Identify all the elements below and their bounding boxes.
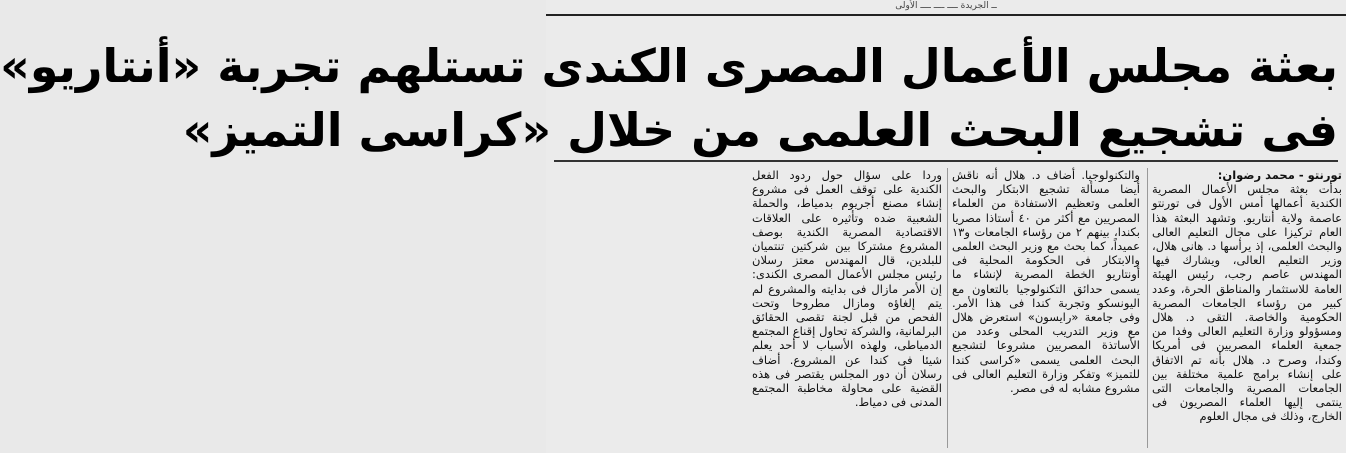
column-3-text: وردا على سؤال حول ردود الفعل الكندية على توقف العمل فى مشروع إنشاء مصنع أجريوم بدمياط، والحملة الشعبية ضده وتأثيره على العلاقات الاقتصادية المصرية الكندية بوصف المشروع مشتركا بين شركتين تنتميان للبلدين، قال المهندس معتز رسلان رئيس مجلس الأعمال المصرى الكندى: إن الأمر مازال فى بدايته والمشروع لم يتم إلغاؤه ومازال مطروحا وتحت الفحص من قبل لجنة تقصى الحقائق البرلمانية، والشركة تحاول إقناع المجتمع الدمياطى، ولهذه الأسباب لا أحد يعلم شيئا فى كندا عن المشروع. أضاف رسلان أن دور المجلس يقتصر فى هذه القضية على محاولة مخاطبة المجتمع المدنى فى دمياط.: [752, 168, 942, 410]
column-1-text: بدأت بعثة مجلس الأعمال المصرية الكندية أعمالها أمس الأول فى تورنتو عاصمة ولاية أنتاريو. وتشهد البعثة هذا العام تركيزا على مجال التعليم العالى والبحث العلمى، إذ يرأسها د. هانى هلال، وزير التعليم العالى، ويشارك فيها المهندس عاصم رجب، رئيس الهيئة العامة للاستثمار والمناطق الحرة، وعدد كبير من رؤساء الجامعات المصرية الحكومية والخاصة. التقى د. هلال ومسؤولو وزارة التعليم العالى وفدا من جمعية العلماء المصريين فى أمريكا وكندا، وصرح د. هلال بأنه تم الاتفاق على إنشاء برامج علمية مختلفة بين الجامعات المصرية والجامعات التى ينتمى إليها العلماء المصريون فى الخارج، وذلك فى مجال العلوم: [1152, 182, 1342, 424]
page-top-strip: ــ الجريدة ــــ ــــ ــــ الأولى: [546, 0, 1346, 16]
headline-line-1: بعثة مجلس الأعمال المصرى الكندى تستلهم تجربة «أنتاريو»: [0, 39, 1338, 93]
column-divider: [947, 168, 948, 448]
article-column-1: [1152, 168, 1342, 450]
article-column-2: [952, 168, 1140, 450]
column-2-text: والتكنولوجيا. أضاف د. هلال أنه ناقش أيضا مسألة تشجيع الابتكار والبحث العلمى وتعظيم الاستفادة من العلماء المصريين مع أكثر من ٤٠ أستاذا مصريا بكندا، بينهم ٢ من رؤساء الجامعات و١٣ عميداً، كما بحث مع وزير البحث العلمى والابتكار فى الحكومة المحلية فى أونتاريو الخطة المصرية لإنشاء ما يسمى حدائق التكنولوجيا بالتعاون مع اليونسكو وتجربة كندا فى هذا الأمر. وفى جامعة «رايسون» استعرض هلال مع وزير التدريب المحلى وعدد من الأساتذة المصريين مشروعا لتشجيع البحث العلمى يسمى «كراسى كندا للتميز» وتفكر وزارة التعليم العالى فى مشروع مشابه له فى مصر.: [952, 168, 1140, 396]
headline-rule: [554, 160, 1338, 162]
byline: تورنتو - محمد رضوان:: [1217, 168, 1342, 182]
article-column-3: [752, 168, 942, 450]
column-divider: [1147, 168, 1148, 448]
headline-line-2: فى تشجيع البحث العلمى من خلال «كراسى التميز»: [182, 103, 1338, 157]
